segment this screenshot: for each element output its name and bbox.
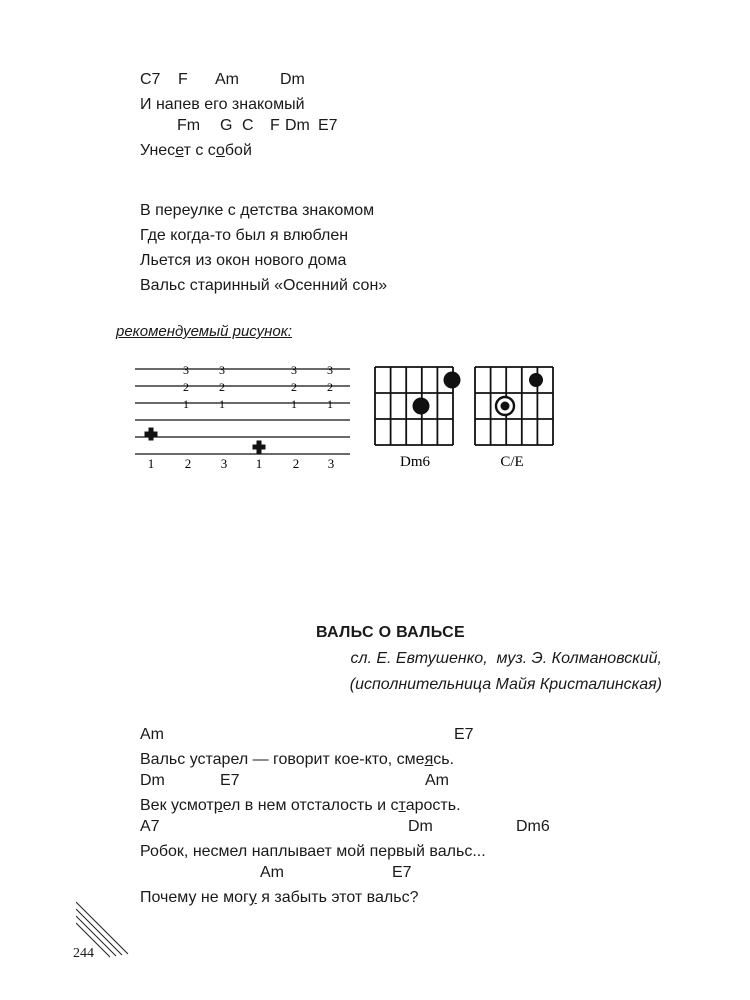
lyric-line <box>140 141 560 161</box>
tab-count-row <box>148 456 335 471</box>
tab-count: 1 <box>147 456 155 471</box>
lyric-line <box>140 276 560 296</box>
tab-count: 3 <box>327 456 335 471</box>
lyric-text: Робок, несмел наплывает мой первый вальс... <box>140 843 486 860</box>
lyric-text: В переулке с детства знакомом <box>140 202 375 219</box>
lyric-text: Вальс старинный «Осенний сон» <box>140 277 388 294</box>
verse-3 <box>140 725 620 925</box>
tab-staff-lines <box>135 369 350 454</box>
lyric-text: бой <box>224 142 252 159</box>
stressed-syllable: т <box>398 797 406 814</box>
lyric-text: Век усмот <box>140 797 214 814</box>
tab-number: 2 <box>183 380 189 394</box>
lyric-line <box>140 842 620 862</box>
lyric-text: Где когда-то был я влюблен <box>140 227 349 244</box>
tab-count: 2 <box>184 456 192 471</box>
lyric-text: т с с <box>183 142 216 159</box>
finger-dot <box>413 398 430 415</box>
chord-symbol: F <box>270 117 280 134</box>
chord-line <box>140 70 560 90</box>
chord-symbol: Dm <box>140 772 165 789</box>
chord-symbol: E7 <box>318 117 338 134</box>
tab-numbers-group-b <box>291 363 333 411</box>
lyric-text: Унес <box>140 142 176 159</box>
strumming-tab <box>132 360 358 480</box>
chord-diagram-c-e <box>472 364 562 474</box>
lyric-text: я забыть этот вальс? <box>256 889 419 906</box>
chord-line <box>140 817 620 837</box>
verse-2 <box>140 196 560 296</box>
chord-symbol: C7 <box>140 71 161 88</box>
chord-symbol: G <box>220 117 233 134</box>
recommended-pattern-label: рекомендуемый рисунок: <box>116 323 292 340</box>
lyric-line <box>140 888 620 908</box>
chord-symbol: Am <box>260 864 284 881</box>
song-credits-performer: (исполнительница Майя Кристалинская) <box>349 676 662 693</box>
lyric-line <box>140 226 560 246</box>
page-number: 244 <box>73 946 94 961</box>
tab-number: 1 <box>327 397 333 411</box>
chord-symbol: Dm6 <box>516 818 550 835</box>
stressed-syllable: я <box>424 751 434 768</box>
stressed-syllable: е <box>175 142 184 159</box>
tab-number: 2 <box>291 380 297 394</box>
tab-count: 2 <box>292 456 300 471</box>
chord-symbol: E7 <box>454 726 474 743</box>
chord-symbol: Dm <box>408 818 433 835</box>
tab-count: 1 <box>255 456 263 471</box>
lyric-line <box>140 796 620 816</box>
chord-symbol: Am <box>140 726 164 743</box>
lyric-text: И напев его знакомый <box>140 96 305 113</box>
tab-number: 1 <box>183 397 189 411</box>
bass-note-marker <box>145 428 158 441</box>
lyric-text: Льется из окон нового дома <box>140 252 347 269</box>
tab-numbers-group-a <box>183 363 225 411</box>
chord-symbol: Dm <box>285 117 310 134</box>
tab-number: 1 <box>291 397 297 411</box>
finger-dot <box>444 372 461 389</box>
chord-symbol: A7 <box>140 818 160 835</box>
tab-number: 1 <box>219 397 225 411</box>
song-credits-authors: сл. Е. Евтушенко, муз. Э. Колмановский, <box>350 650 662 667</box>
lyric-text: арость. <box>405 797 461 814</box>
lyric-text: Вальс устарел — говорит кое-кто, сме <box>140 751 425 768</box>
stressed-syllable: о <box>215 142 225 159</box>
finger-ring <box>496 397 514 415</box>
chord-diagram-label: C/E <box>500 454 524 470</box>
lyric-line <box>140 251 560 271</box>
chord-diagram-dm6 <box>372 364 462 474</box>
tab-count: 3 <box>220 456 228 471</box>
tab-number: 3 <box>219 363 225 377</box>
chord-symbol: Fm <box>177 117 201 134</box>
stressed-syllable: р <box>213 797 223 814</box>
song-title: ВАЛЬС О ВАЛЬСЕ <box>316 624 465 641</box>
verse-1 <box>140 70 560 170</box>
chord-diagram-label: Dm6 <box>400 454 430 470</box>
tab-number: 2 <box>327 380 333 394</box>
finger-dot <box>529 373 543 387</box>
tab-number: 3 <box>183 363 189 377</box>
bass-note-marker <box>253 441 266 454</box>
lyric-text: Почему не мог <box>140 889 249 906</box>
chord-symbol: Am <box>215 71 239 88</box>
chord-line <box>140 863 620 883</box>
chord-line <box>140 725 620 745</box>
lyric-text: ел в нем отсталость и с <box>222 797 399 814</box>
tab-number: 3 <box>291 363 297 377</box>
chord-symbol: F <box>178 71 188 88</box>
tab-number: 2 <box>219 380 225 394</box>
chord-line <box>140 771 620 791</box>
chord-symbol: Dm <box>280 71 305 88</box>
lyric-line <box>140 95 560 115</box>
lyric-text: сь. <box>433 751 455 768</box>
chord-symbol: E7 <box>392 864 412 881</box>
stressed-syllable: у <box>248 889 257 906</box>
chord-symbol: E7 <box>220 772 240 789</box>
lyric-line <box>140 201 560 221</box>
chord-line <box>140 116 560 136</box>
chord-symbol: C <box>242 117 254 134</box>
lyric-line <box>140 750 620 770</box>
chord-symbol: Am <box>425 772 449 789</box>
tab-number: 3 <box>327 363 333 377</box>
